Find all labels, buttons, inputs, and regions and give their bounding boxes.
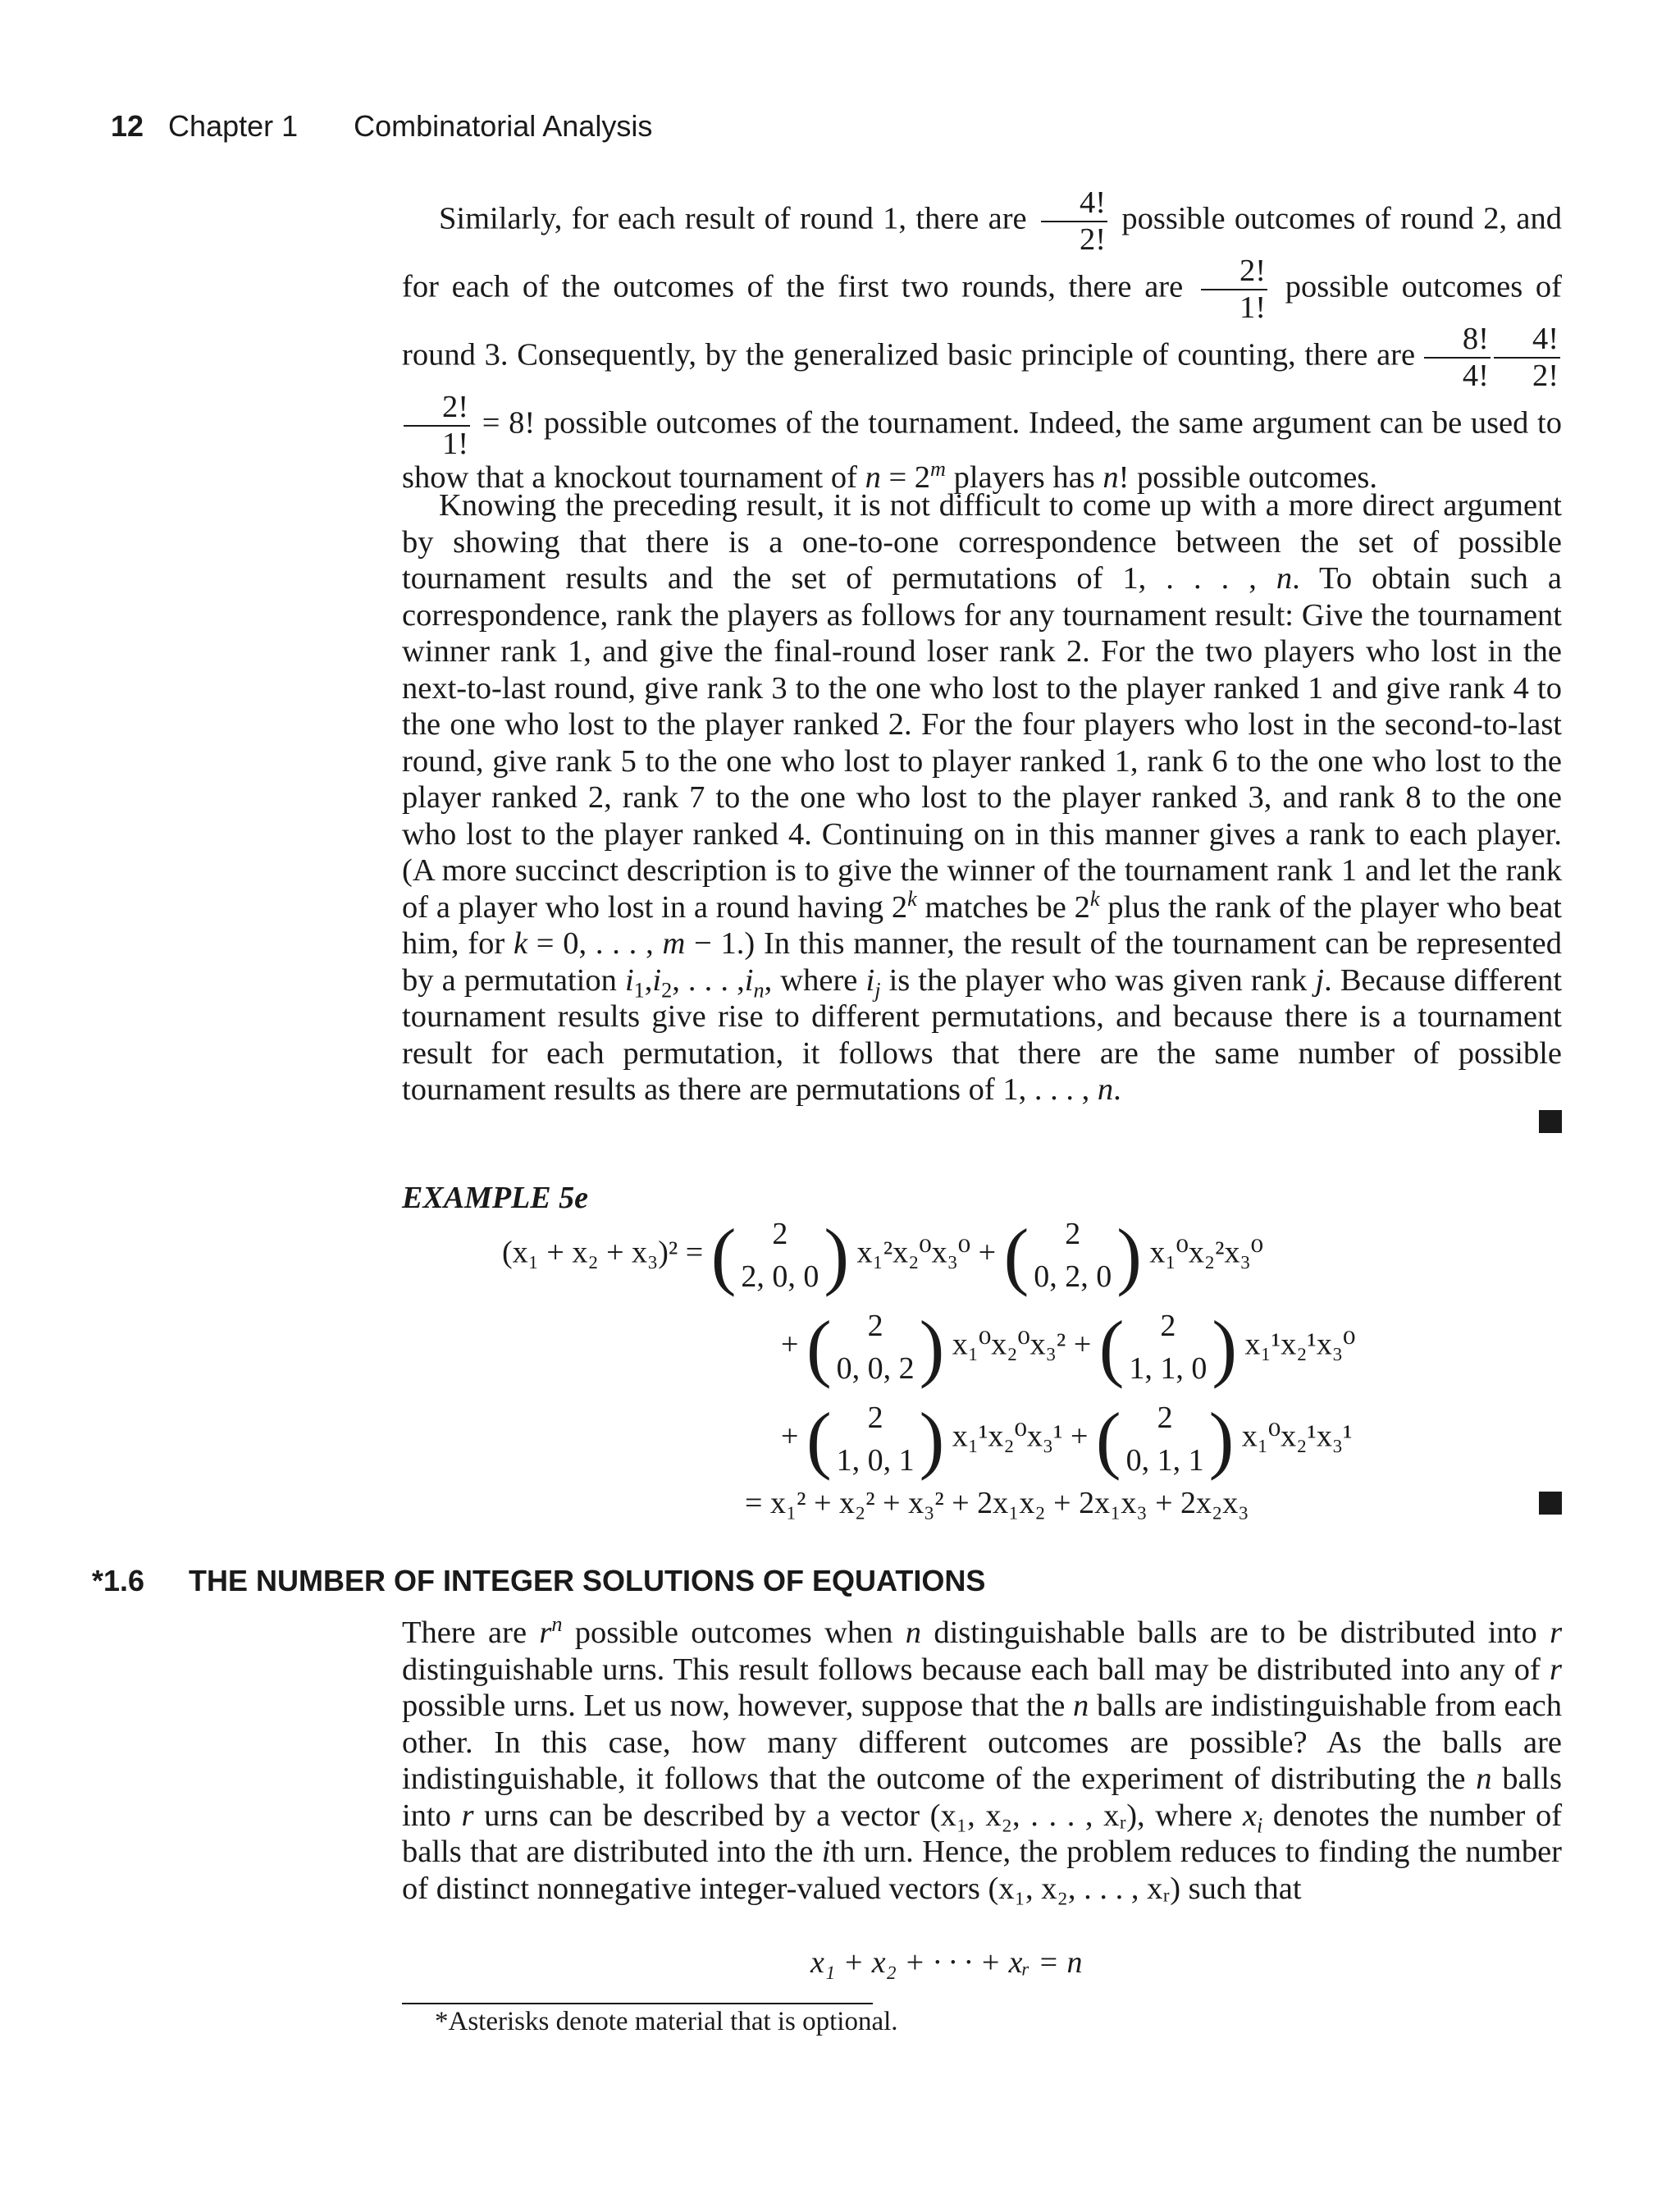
equation-line-3: + ( 2 1, 0, 1 ) x₁¹x₂⁰x₃¹ + ( 2 0, 1, 1 ) x₁⁰x₂¹x₃¹ [781,1397,1353,1481]
fraction: $\frac{4!}{2!}$ [1494,323,1560,391]
paragraph-3: There are $r^n$ possible outcomes when n distinguishable balls are to be distributed into r distinguishable urns. This result follows because each ball may be distributed into any of r possible urns. Let us now, however, suppose that the n balls are indistinguishable from each other. In this case, how many different outcomes are possible? As the balls are indistinguishable, it follows that the outcome of the experiment of distributing the n balls into r urns can be described by a vector (x₁, x₂, . . . , xᵣ), where $x_i$ denotes the number of balls that are distributed into the ith urn. Hence, the problem reduces to finding the number of distinct nonnegative integer-valued vectors (x₁, x₂, . . . , xᵣ) such that [402,1612,1563,1906]
paragraph-1: Similarly, for each result of round 1, there are $\frac{4!}{2!}$ possible outcomes of round 2, and for each of the outcomes of the first two rounds, there are $\frac{2!}{1!}$ possible outcomes of round 3. Consequently, by the generalized basic principle of counting, there are $\frac{8!}{4!}$ $\frac{4!}{2!}$ $\frac{2!}{1!}$ = 8! possible outcomes of the tournament. Indeed, the same argument can be used to show that a knockout tournament of $n = 2^m$ players has n! possible outcomes. [402,185,1563,495]
equation-line-2: + ( 2 0, 0, 2 ) x₁⁰x₂⁰x₃² + ( 2 1, 1, 0 ) x₁¹x₂¹x₃⁰ [781,1305,1356,1389]
multinomial-coefficient: ( 2 1, 1, 0 ) [1098,1305,1238,1389]
end-of-proof-mark [1539,1110,1562,1133]
end-of-example-mark [1539,1492,1562,1515]
equation-lhs: (x₁ + x₂ + x₃)² = [502,1235,704,1270]
running-header [111,109,652,144]
multinomial-coefficient: ( 2 1, 0, 1 ) [806,1397,945,1481]
fraction: $\frac{2!}{1!}$ [404,391,470,459]
equation-line-1: (x₁ + x₂ + x₃)² = ( 2 2, 0, 0 ) x₁²x₂⁰x₃⁰ + ( 2 0, 2, 0 ) x₁⁰x₂²x₃⁰ [502,1213,1263,1297]
section-title: THE NUMBER OF INTEGER SOLUTIONS OF EQUATIONS [189,1564,986,1597]
multinomial-coefficient: ( 2 2, 0, 0 ) [710,1213,850,1297]
chapter-title: Combinatorial Analysis [354,109,653,143]
fraction: $\frac{2!}{1!}$ [1201,255,1267,323]
display-equation: x₁ + x₂ + · · · + xᵣ = n [810,1945,1083,1980]
section-heading [92,1564,985,1598]
paragraph-2: Knowing the preceding result, it is not difficult to come up with a more direct argument by showing that there is a one-to-one correspondence between the set of possible tournament results and the set of permutations of 1, . . . , n. To obtain such a correspondence, rank the players as follows for any tournament result: Give the tournament winner rank 1, and give the final-round loser rank 2. For the two players who lost in the next-to-last round, give rank 3 to the one who lost to the player ranked 1 and give rank 4 to the one who lost to the player ranked 2. For the four players who lost in the second-to-last round, give rank 5 to the one who lost to player ranked 1, rank 6 to the one who lost to the player ranked 2, rank 7 to the one who lost to the player ranked 3, and rank 8 to the one who lost to the player ranked 4. Continuing on in this manner gives a rank to each player. (A more succinct description is to give the winner of the tournament rank 1 and let the rank of a player who lost in a round having 2$^k$ matches be 2$^k$ plus the rank of the player who beat him, for k = 0, . . . , m − 1.) In this manner, the result of the tournament can be represented by a permutation $i_1,i_2$, . . . $,i_n$, where $i_j$ is the player who was given rank j. Because different tournament results give rise to different permutations, and because there is a tournament result for each permutation, it follows that there are the same number of possible tournament results as there are permutations of 1, . . . , n. [402,488,1563,1107]
example-title: EXAMPLE 5e [402,1181,588,1215]
fraction: $\frac{8!}{4!}$ [1424,323,1491,391]
fraction: $\frac{4!}{2!}$ [1041,187,1107,255]
section-number: *1.6 [92,1564,145,1597]
multinomial-coefficient: ( 2 0, 2, 0 ) [1003,1213,1142,1297]
equation-result: = x₁² + x₂² + x₃² + 2x₁x₂ + 2x₁x₃ + 2x₂x₃ [745,1486,1249,1520]
chapter-label: Chapter 1 [168,109,299,143]
multinomial-coefficient: ( 2 0, 0, 2 ) [806,1305,945,1389]
multinomial-coefficient: ( 2 0, 1, 1 ) [1095,1397,1235,1481]
page-number: 12 [111,109,144,143]
footnote: *Asterisks denote material that is optional. [435,2007,898,2036]
footnote-rule [402,2003,873,2004]
